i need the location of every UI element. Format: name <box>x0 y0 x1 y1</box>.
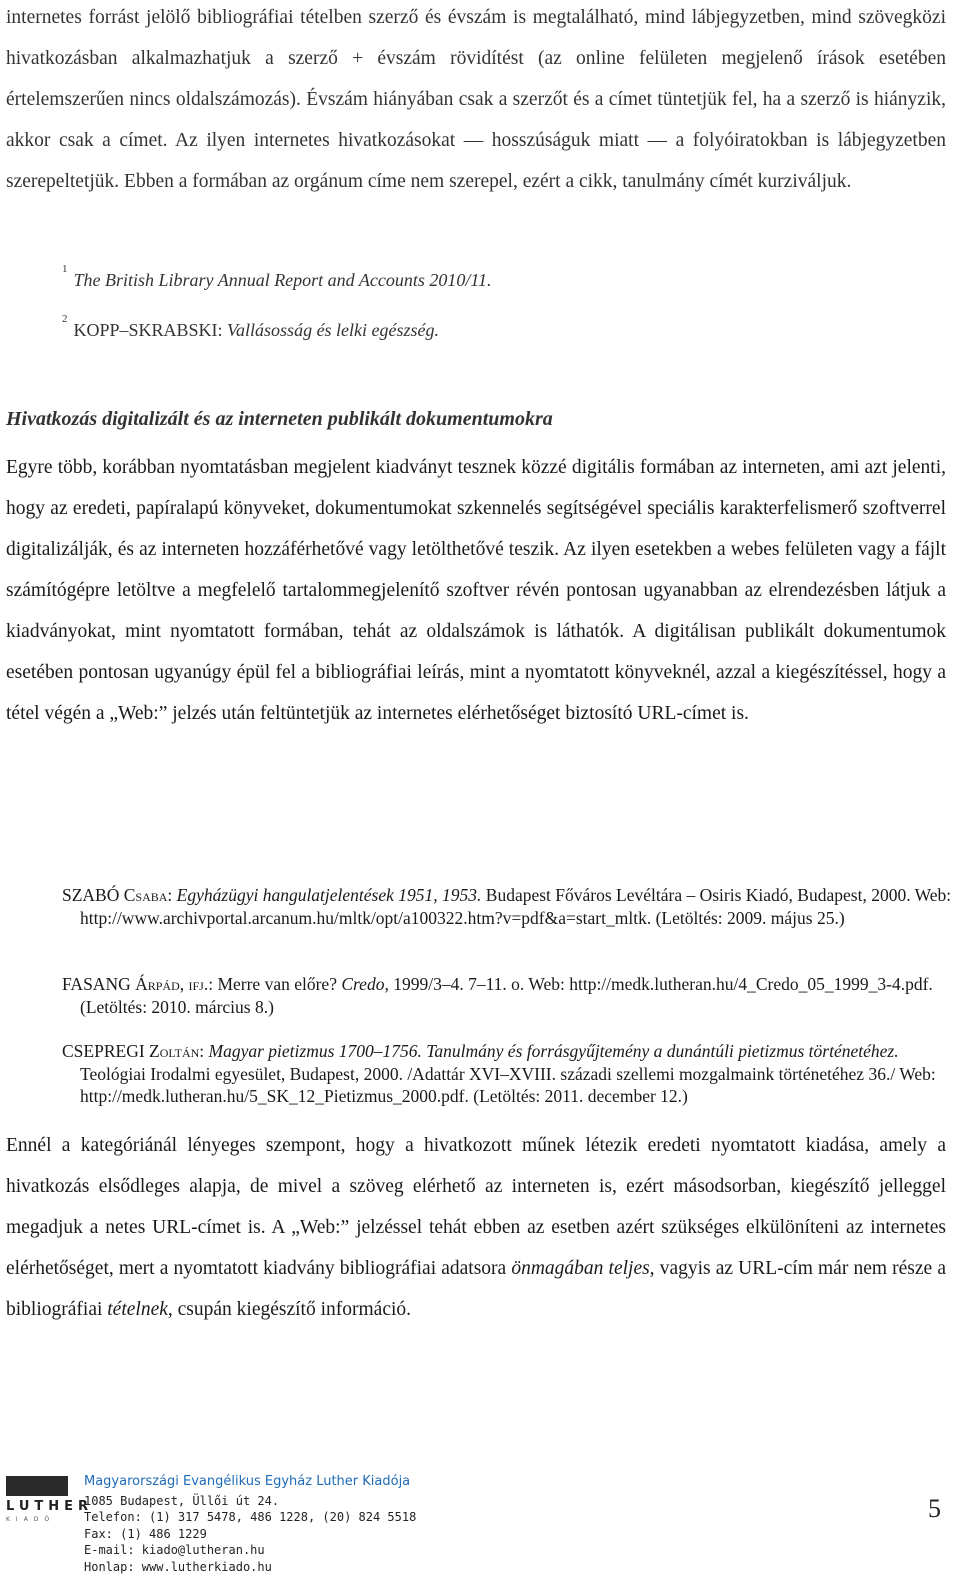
footnote-author: KOPP–SKRABSKI: <box>73 320 223 340</box>
footnote-1 <box>62 264 942 292</box>
bibliography-entry <box>62 884 960 929</box>
section-paragraph: Egyre több, korábban nyomtatásban megjelent kiadványt tesznek közzé digitális formában az interneten, ami azt jelenti, hogy az eredeti, papíralapú könyveket, dokumentumokat szkennelés segítségével speciális karakterfelismerő szoftverrel digitalizálják, és az interneten hozzáférhetővé vagy letölthetővé teszik. Az ilyen esetekben a webes felületen vagy a fájlt számítógépre letöltve a megfelelő tartalommegjelenítő szoftver révén pontosan ugyanabban az elrendezésben látjuk a kiadványokat, mint nyomtatott formában, tehát az oldalszámok is láthatók. A digitálisan publikált dokumentumok esetében pontosan ugyanúgy épül fel a bibliográfiai leírás, mint a nyomtatott könyveknél, azzal a kiegészítéssel, hogy a tétel végén a „Web:” jelzés után feltüntetjük az internetes elérhetőséget biztosító URL-címet is. <box>6 457 946 724</box>
bib-author: SZABÓ Csaba: <box>62 885 173 905</box>
footnote-title: Vallásosság és lelki egészség. <box>227 320 440 340</box>
logo-mark <box>6 1476 68 1496</box>
bib-details: Budapest Főváros Levéltára – Osiris Kiadó, Budapest, 2000. Web: http://www.archivportal.arcanum.hu/mltk/opt/a100322.htm?v=pdf&a=start_mltk. (Letöltés: 2009. május 25.) <box>80 885 952 928</box>
bib-article-title: Merre van előre? <box>217 974 337 994</box>
closing-text-3: csupán kiegészítő információ. <box>177 1299 412 1320</box>
publisher-logo <box>6 1476 94 1576</box>
bibliography-entry <box>62 973 960 1018</box>
closing-emphasis-1: önmagában teljes, <box>511 1258 655 1279</box>
closing-emphasis-2: tételnek, <box>107 1299 173 1320</box>
bib-details: Teológiai Irodalmi egyesület, Budapest, 2000. /Adattár XVI–XVIII. századi szellemi mozgalmaink történetéhez 36./ Web: http://medk.lutheran.hu/5_SK_12_Pietizmus_2000.pdf. (Letöltés: 2011. december 12.) <box>80 1063 936 1106</box>
closing-text-1: Ennél a kategóriánál lényeges szempont, hogy a hivatkozott műnek létezik eredeti nyomtatott kiadása, amely a hivatkozás elsődleges alapja, de mivel a szöveg elérhető az interneten is, ezért másodsorban, kiegészítő jelleggel megadjuk a netes URL-címet is. A „Web:” jelzéssel tehát ebben az esetben azért szükséges elkülöníteni az internetes elérhetőséget, mert a nyomtatott kiadvány bibliográfiai adatsora <box>6 1135 946 1279</box>
publisher-address: 1085 Budapest, Üllői út 24. <box>84 1493 280 1508</box>
footnote-number: 2 <box>62 313 68 325</box>
publisher-email: E-mail: kiado@lutheran.hu <box>84 1543 265 1557</box>
bib-title: Magyar pietizmus 1700–1756. Tanulmány és forrásgyűjtemény a dunántúli pietizmus történetéhez. <box>208 1041 899 1061</box>
page-number: 5 <box>928 1494 941 1523</box>
footnote-2 <box>62 314 942 342</box>
bib-details: 1999/3–4. 7–11. o. Web: http://medk.lutheran.hu/4_Credo_05_1999_3-4.pdf. (Letöltés: 2010. március 8.) <box>80 974 933 1017</box>
bib-title: Credo, <box>341 974 389 994</box>
intro-paragraph: internetes forrást jelölő bibliográfiai tételben szerző és évszám is megtalálható, mind lábjegyzetben, mind szövegközi hivatkozásban alkalmazhatjuk a szerző + évszám rövidítést (az online felületen megjelenő írások esetében értelemszerűen nincs oldalszámozás). Évszám hiányában csak a szerzőt és a címet tüntetjük fel, ha a szerző is hiányzik, akkor csak a címet. Az ilyen internetes hivatkozásokat — hosszúságuk miatt — a folyóiratokban is lábjegyzetben szerepeltetjük. Ebben a formában az orgánum címe nem szerepel, ezért a cikk, tanulmány címét kurziváljuk. <box>6 7 946 192</box>
publisher-website: Honlap: www.lutherkiado.hu <box>84 1559 272 1574</box>
publisher-name: Magyarországi Evangélikus Egyház Luther Kiadója <box>84 1474 411 1489</box>
section-heading: Hivatkozás digitalizált és az interneten publikált dokumentumokra <box>6 408 553 430</box>
publisher-info <box>84 1474 416 1575</box>
logo-text: LUTHER <box>6 1499 94 1514</box>
bib-title: Egyházügyi hangulatjelentések 1951, 1953. <box>176 885 482 905</box>
publisher-fax: Fax: (1) 486 1229 <box>84 1526 207 1541</box>
footnote-title: The British Library Annual Report and Accounts 2010/11. <box>73 270 492 290</box>
closing-paragraph <box>6 1125 946 1330</box>
publisher-phone: Telefon: (1) 317 5478, 486 1228, (20) 824 5518 <box>84 1510 417 1524</box>
bibliography-entry <box>62 1040 960 1108</box>
footnote-number: 1 <box>62 263 68 275</box>
bib-author: CSEPREGI Zoltán: <box>62 1041 205 1061</box>
bib-author: FASANG Árpád, ifj.: <box>62 974 214 994</box>
closing-text-2: vagyis az URL-cím már nem része a bibliográfiai <box>6 1258 946 1320</box>
logo-subtext: KIADÓ <box>6 1516 56 1523</box>
